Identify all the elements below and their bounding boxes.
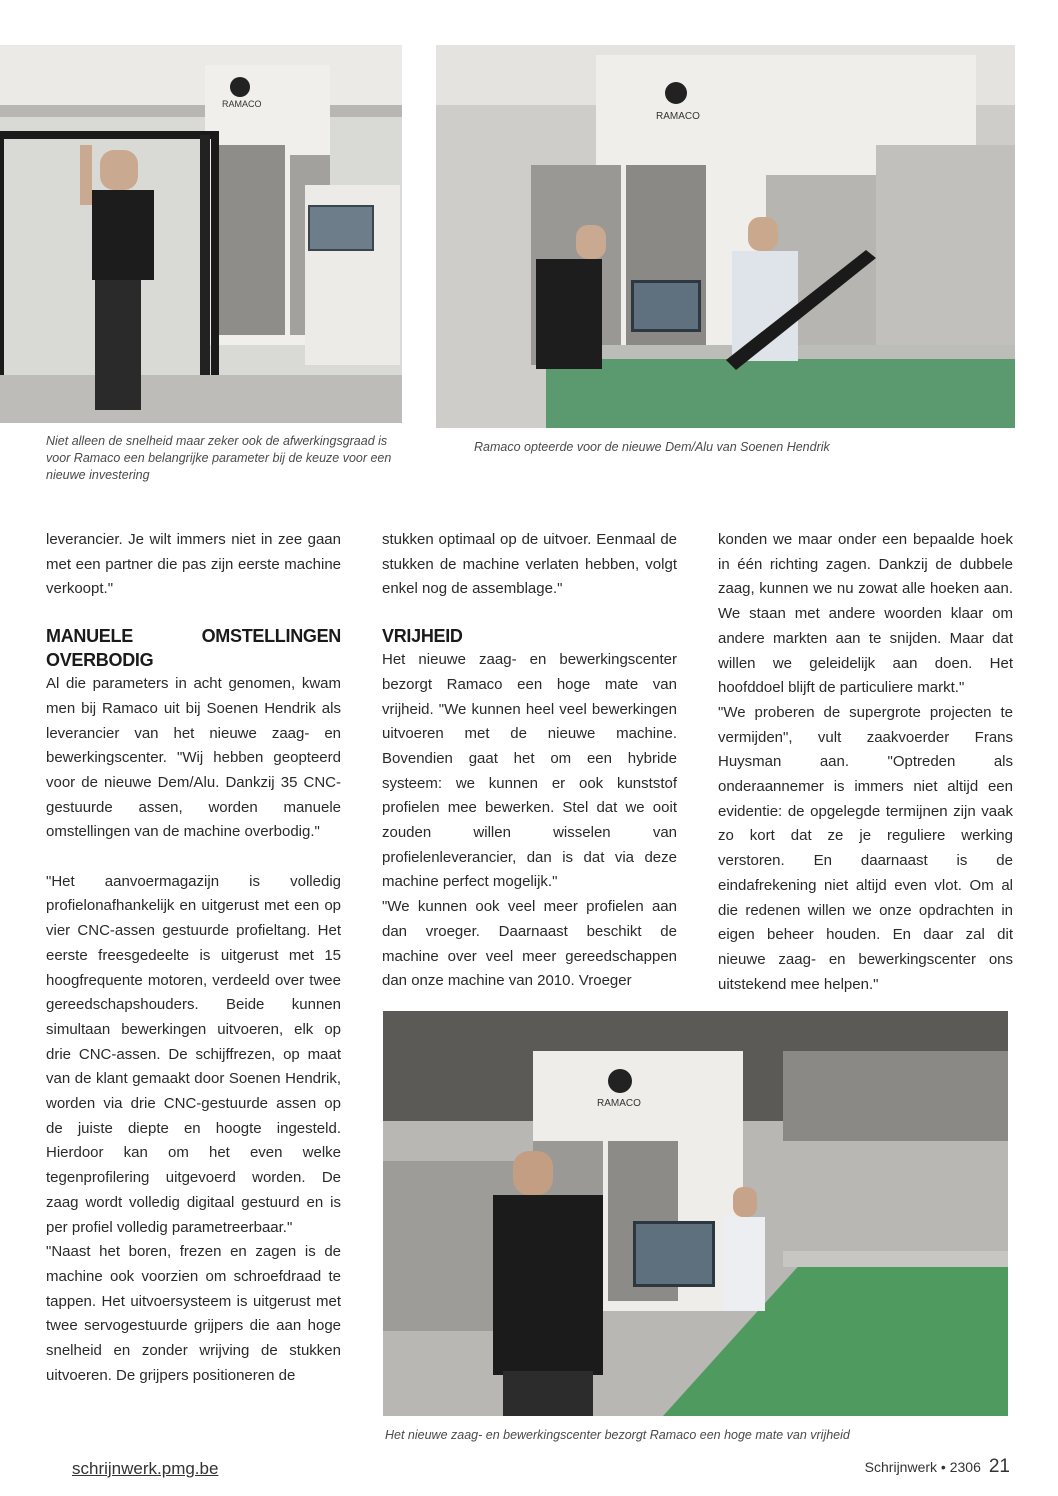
- caption-top-right: Ramaco opteerde voor de nieuwe Dem/Alu van Soenen Hendrik: [474, 440, 830, 454]
- footer-magazine-info: [865, 1456, 1010, 1478]
- section-heading: VRIJHEID: [382, 626, 463, 647]
- paragraph: "Het aanvoermagazijn is volledig profielonafhankelijk en uitgerust met een op vier CNC-assen gestuurde profieltang. Het eerste freesgedeelte is uitgerust met 15 hoogfrequente motoren, verdeeld over twee gereedschapshouders. Beide kunnen simultaan bewerkingen uitvoeren, elk op drie CNC-assen. De schijffrezen, op maat van de klant gemaakt door Soenen Hendrik, worden via drie CNC-gestuurde assen op de juiste diepte en hoogte ingesteld. Hierdoor kan om het even welke tegenprofilering uitgevoerd worden. De zaag wordt volledig digitaal gestuurd en is per profiel volledig parametreerbaar.": [46, 872, 341, 1236]
- magazine-issue: Schrijnwerk • 2306: [864, 1459, 981, 1475]
- ramaco-logo-text: RAMACO: [222, 99, 262, 109]
- paragraph: stukken optimaal op de uitvoer. Eenmaal de stukken de machine verlaten hebben, volgt enkel nog de assemblage.": [382, 531, 677, 598]
- ramaco-logo-text: RAMACO: [597, 1098, 641, 1109]
- paragraph: "We proberen de supergrote projecten te vermijden", vult zaakvoerder Frans Huysman aan. "Optreden als onderaannemer is immers niet altijd een evidentie: de opgelegde termijnen zijn vaak zo kort dat ze je reguliere werking verstoren. En daarnaast is de eindafrekening niet altijd even vlot. Om al die redenen willen we onze opdrachten in eigen beheer houden. En daar zal dit nieuwe zaag- en bewerkingscenter ons uitstekend mee helpen.": [718, 703, 1013, 993]
- paragraph: leverancier. Je wilt immers niet in zee gaan met een partner die pas zijn eerste machine verkoopt.": [46, 531, 341, 598]
- section-heading: MANUELE OMSTELLINGEN OVERBODIG: [46, 626, 341, 671]
- ramaco-logo-text: RAMACO: [656, 111, 700, 122]
- photo-top-left: [0, 45, 402, 423]
- page-number: 21: [988, 1456, 1010, 1477]
- photo-bottom: [383, 1011, 1008, 1416]
- caption-bottom: Het nieuwe zaag- en bewerkingscenter bezorgt Ramaco een hoge mate van vrijheid: [385, 1428, 850, 1442]
- paragraph: Het nieuwe zaag- en bewerkingscenter bezorgt Ramaco een hoge mate van vrijheid. "We kunnen heel veel bewerkingen uitvoeren met de nieuwe machine. Bovendien gaat het om een hybride systeem: we kunnen er ook kunststof profielen mee bewerken. Stel dat we ooit zouden willen wisselen van profielenleverancier, dan is dat via deze machine perfect mogelijk.": [382, 651, 677, 891]
- photo-top-right: [436, 45, 1015, 428]
- text-column-3: [718, 528, 1013, 997]
- text-column-1: [46, 528, 341, 1388]
- footer-url-link[interactable]: schrijnwerk.pmg.be: [72, 1459, 219, 1478]
- text-column-2: [382, 528, 677, 994]
- paragraph: "Naast het boren, frezen en zagen is de machine ook voorzien om schroefdraad te tappen. Het uitvoersysteem is uitgerust met twee servogestuurde grijpers die aan hoge snelheid en zonder wrijving de stukken uitvoeren. De grijpers positioneren de: [46, 1243, 341, 1384]
- paragraph: konden we maar onder een bepaalde hoek in één richting zagen. Dankzij de dubbele zaag, kunnen we nu zowat alle hoeken aan. We staan met andere woorden klaar om andere markten aan te snijden. Maar dat willen we geleidelijk aan doen. Het hoofddoel blijft de particuliere markt.": [718, 531, 1013, 697]
- paragraph: "We kunnen ook veel meer profielen aan dan vroeger. Daarnaast beschikt de machine over veel meer gereedschappen dan onze machine van 2010. Vroeger: [382, 898, 677, 990]
- paragraph: Al die parameters in acht genomen, kwam men bij Ramaco uit bij Soenen Hendrik als leverancier van het nieuwe zaag- en bewerkingscenter. "Wij hebben geopteerd voor de nieuwe Dem/Alu. Dankzij 35 CNC-gestuurde assen, worden manuele omstellingen van de machine overbodig.": [46, 675, 341, 841]
- caption-top-left: Niet alleen de snelheid maar zeker ook de afwerkingsgraad is voor Ramaco een belangrijke parameter bij de keuze voor een nieuwe investering: [46, 434, 392, 482]
